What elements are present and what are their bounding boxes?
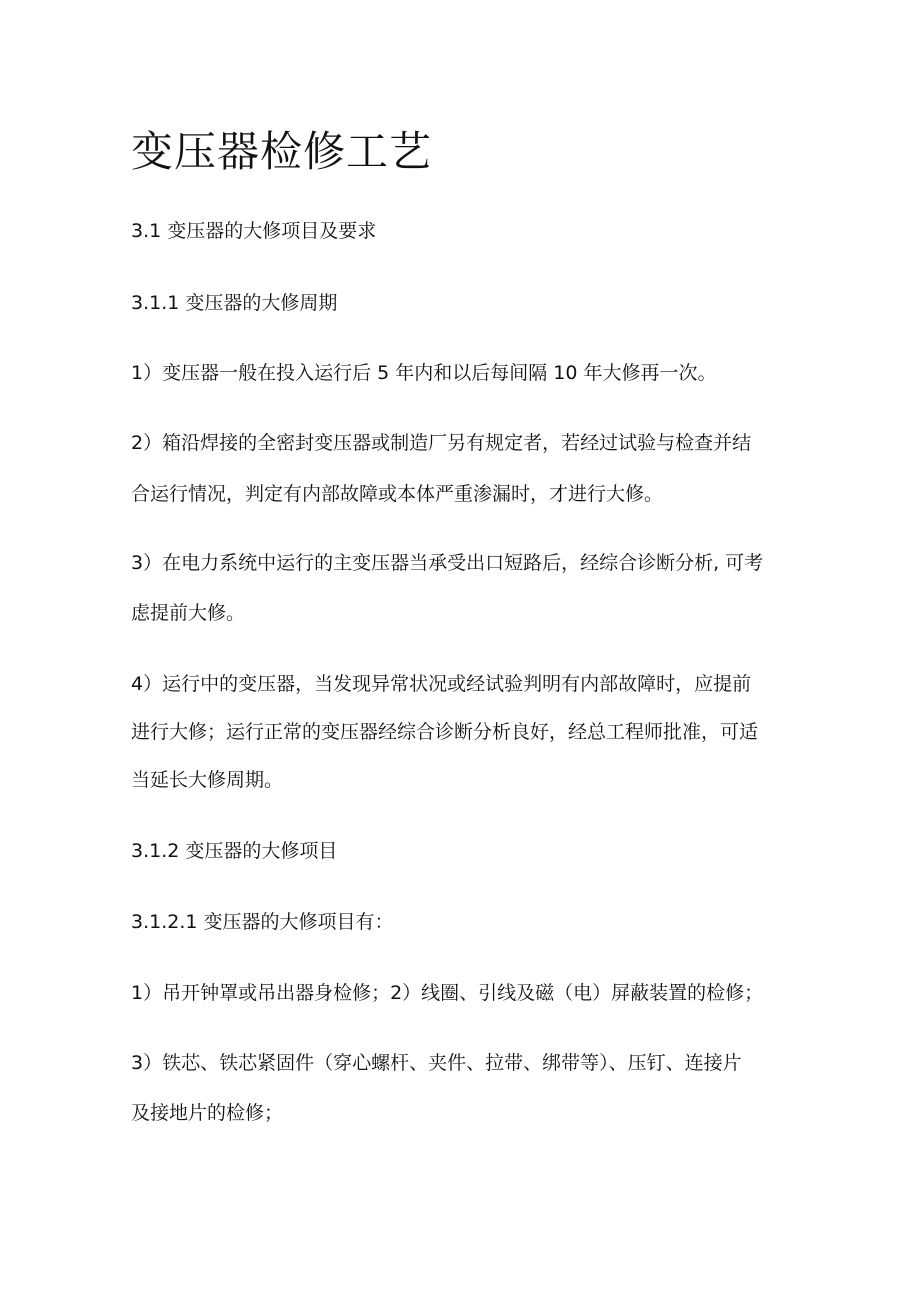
paragraph-2-line-1: 2）箱沿焊接的全密封变压器或制造厂另有规定者，若经过试验与检查并结 [131,432,752,454]
paragraph-4-line-3: 当延长大修周期。 [131,769,284,791]
paragraph-5-line-1: 1）吊开钟罩或吊出器身检修；2）线圈、引线及磁（电）屏蔽装置的检修； [131,982,764,1004]
paragraph-1-line-1: 1）变压器一般在投入运行后 5 年内和以后每间隔 10 年大修再一次。 [131,362,717,384]
paragraph-3-line-2: 虑提前大修。 [131,602,246,624]
paragraph-4-line-2: 进行大修；运行正常的变压器经综合诊断分析良好，经总工程师批准，可适 [131,721,759,743]
section-heading-3-1-2: 3.1.2 变压器的大修项目 [131,840,338,862]
paragraph-3-line-1: 3）在电力系统中运行的主变压器当承受出口短路后，经综合诊断分析, 可考 [131,552,764,574]
section-heading-3-1: 3.1 变压器的大修项目及要求 [131,220,377,242]
section-heading-3-1-2-1: 3.1.2.1 变压器的大修项目有： [131,911,394,933]
paragraph-6-line-1: 3）铁芯、铁芯紧固件（穿心螺杆、夹件、拉带、绑带等）、压钉、连接片 [131,1052,742,1074]
section-heading-3-1-1: 3.1.1 变压器的大修周期 [131,292,338,314]
paragraph-6-line-2: 及接地片的检修； [131,1102,284,1124]
document-title: 变压器检修工艺 [131,127,433,176]
paragraph-2-line-2: 合运行情况，判定有内部故障或本体严重渗漏时，才进行大修。 [131,483,664,505]
paragraph-4-line-1: 4）运行中的变压器，当发现异常状况或经试验判明有内部故障时，应提前 [131,673,752,695]
